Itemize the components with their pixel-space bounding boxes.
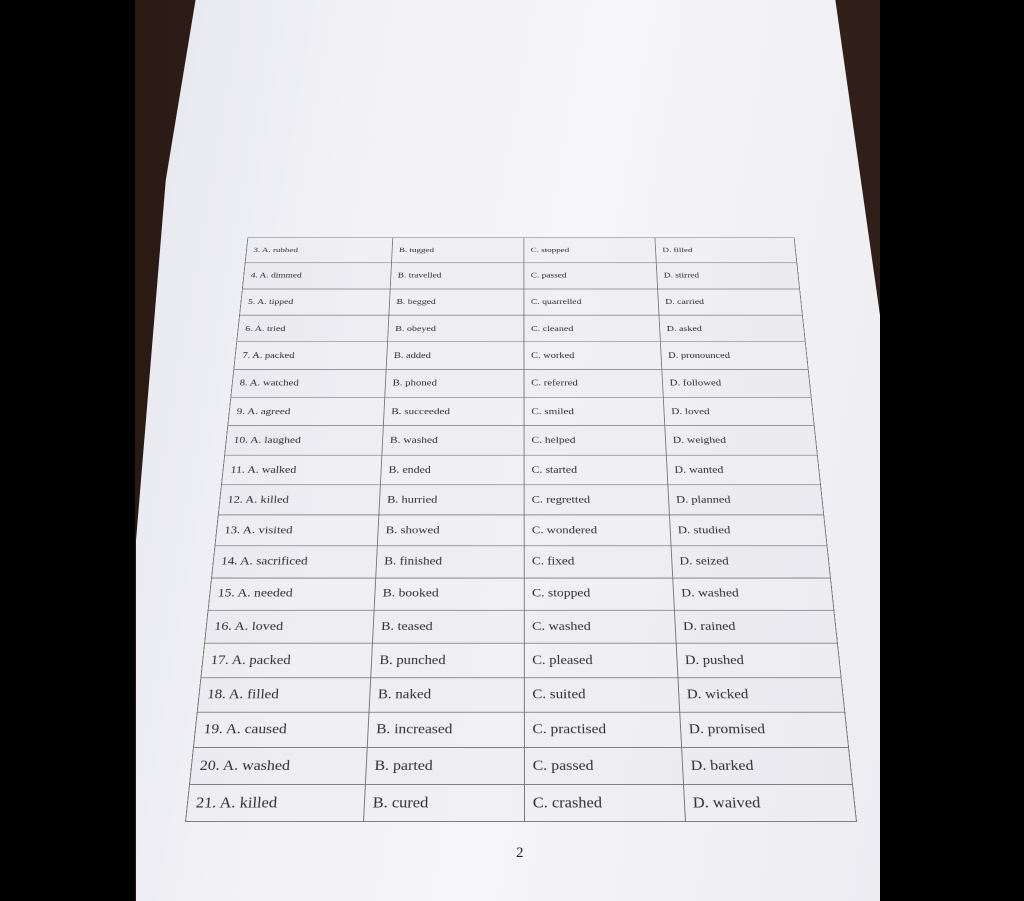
option-cell: 15. A. needed (209, 578, 376, 610)
option-cell: 20. A. washed (190, 748, 367, 784)
option-cell: C. passed (525, 748, 684, 784)
option-cell: C. smiled (524, 398, 665, 426)
option-cell: C. referred (524, 370, 663, 397)
option-cell: C. crashed (525, 785, 686, 821)
option-cell: B. punched (371, 644, 525, 677)
option-cell: 17. A. packed (201, 644, 372, 677)
option-cell: 11. A. walked (222, 455, 382, 484)
option-cell: C. pleased (525, 644, 679, 677)
option-cell: C. regretted (524, 485, 669, 515)
option-cell: 13. A. visited (215, 515, 379, 545)
option-cell: B. ended (381, 455, 525, 484)
option-cell: D. carried (658, 289, 803, 315)
option-cell: B. naked (369, 678, 524, 712)
option-cell: D. weighed (665, 426, 818, 454)
option-cell: D. seized (671, 547, 830, 578)
option-cell: C. quarrelled (524, 289, 659, 315)
option-cell: B. obeyed (388, 315, 524, 341)
table-row (186, 785, 857, 822)
table-row (219, 485, 825, 515)
option-cell: B. washed (382, 426, 524, 454)
option-cell: 19. A. caused (194, 713, 369, 748)
option-cell: B. showed (378, 515, 525, 545)
table-row (237, 315, 806, 342)
option-cell: B. travelled (390, 263, 524, 288)
option-cell: 16. A. loved (205, 611, 374, 643)
table-row (231, 370, 811, 398)
option-cell: C. worked (524, 342, 662, 369)
option-cell: D. filled (655, 238, 797, 263)
option-cell: B. succeeded (384, 398, 525, 426)
option-cell: B. teased (373, 611, 525, 643)
option-cell: D. asked (659, 315, 805, 341)
option-cell: 9. A. agreed (228, 398, 385, 426)
table-row (243, 263, 800, 289)
table-row (212, 547, 831, 579)
option-cell: 10. A. laughed (225, 426, 383, 454)
option-cell: B. finished (376, 547, 525, 578)
table-row (225, 426, 818, 455)
exercise-table-wrap (185, 237, 857, 822)
option-cell: B. hurried (379, 485, 524, 515)
option-cell: D. planned (668, 485, 824, 515)
option-cell: D. followed (662, 370, 811, 397)
option-cell: 8. A. watched (231, 370, 386, 397)
option-cell: D. studied (670, 515, 828, 545)
option-cell: D. stirred (657, 263, 800, 288)
option-cell: B. tugged (392, 238, 524, 263)
table-row (201, 644, 841, 678)
table-row (215, 515, 827, 546)
option-cell: C. cleaned (524, 315, 660, 341)
table-row (205, 611, 838, 644)
option-cell: 4. A. dimmed (243, 263, 392, 288)
option-cell: C. wondered (524, 515, 671, 545)
option-cell: 7. A. packed (234, 342, 388, 369)
table-row (190, 748, 853, 784)
option-cell: C. fixed (525, 547, 674, 578)
option-cell: B. parted (366, 748, 525, 784)
option-cell: 21. A. killed (186, 785, 366, 821)
option-cell: C. washed (525, 611, 677, 643)
option-cell: D. washed (673, 578, 834, 610)
option-cell: D. wicked (678, 678, 845, 712)
option-cell: C. helped (524, 426, 666, 454)
option-cell: B. booked (374, 578, 524, 610)
option-cell: 6. A. tried (237, 315, 389, 341)
table-row (222, 455, 821, 485)
option-cell: B. increased (368, 713, 525, 748)
option-cell: C. passed (524, 263, 658, 288)
option-cell: C. stopped (524, 238, 656, 263)
option-cell: C. suited (525, 678, 680, 712)
option-cell: 14. A. sacrificed (212, 547, 378, 578)
table-row (198, 678, 846, 713)
table-row (194, 713, 849, 749)
option-cell: B. added (386, 342, 524, 369)
option-cell: D. waived (684, 785, 857, 821)
exercise-table (185, 237, 857, 822)
option-cell: 18. A. filled (198, 678, 371, 712)
option-cell: 5. A. tipped (240, 289, 390, 315)
option-cell: D. rained (675, 611, 838, 643)
table-row (209, 578, 835, 610)
option-cell: B. phoned (385, 370, 524, 397)
option-cell: B. begged (389, 289, 524, 315)
option-cell: 3. A. rubbed (246, 238, 393, 263)
option-cell: D. barked (682, 748, 853, 784)
table-row (234, 342, 808, 369)
option-cell: D. pushed (677, 644, 842, 677)
table-row (228, 398, 815, 427)
option-cell: C. practised (525, 713, 682, 748)
table-row (246, 238, 798, 263)
option-cell: D. loved (664, 398, 815, 426)
option-cell: D. wanted (667, 455, 821, 484)
option-cell: B. cured (364, 785, 525, 821)
option-cell: D. pronounced (661, 342, 809, 369)
option-cell: C. stopped (525, 578, 675, 610)
option-cell: D. promised (680, 713, 849, 748)
option-cell: 12. A. killed (219, 485, 381, 515)
page-number: 2 (516, 845, 524, 861)
option-cell: C. started (524, 455, 668, 484)
table-row (240, 289, 803, 315)
